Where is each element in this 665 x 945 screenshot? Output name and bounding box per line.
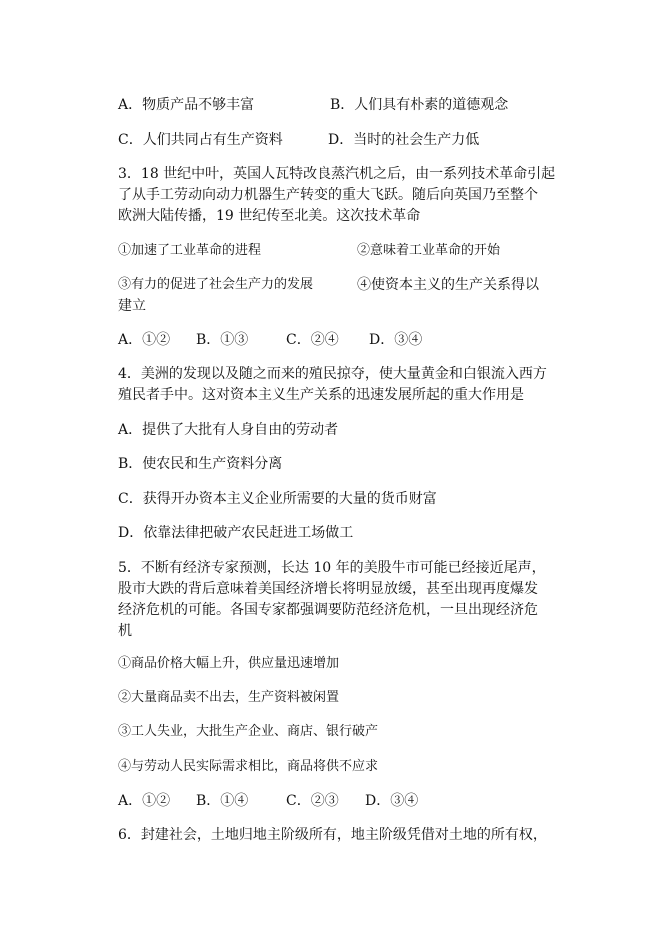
q5-stem-line-1: 5．不断有经济专家预测，长达 10 年的美股牛市可能已经接近尾声， [118,560,546,576]
q5-choice-c: C．②③ [286,793,339,809]
q4-option-b: B．使农民和生产资料分离 [118,456,283,472]
q3-choice-b: B．①③ [196,332,249,348]
q5-item-2: ②大量商品卖不出去，生产资料被闲置 [118,690,340,705]
q3-item-4-line-1: ④使资本主义的生产关系得以 [357,277,539,293]
q5-item-3: ③工人失业，大批生产企业、商店、银行破产 [118,724,379,739]
q4-stem-line-2: 殖民者手中。这对资本主义生产关系的迅速发展所起的重大作用是 [118,387,524,403]
q3-item-2: ②意味着工业革命的开始 [357,243,501,258]
q3-stem-line-1: 3．18 世纪中叶，英国人瓦特改良蒸汽机之后，由一系列技术革命引起 [118,166,556,182]
q2-option-a: A．物质产品不够丰富 [118,97,255,113]
q3-choice-c: C．②④ [286,332,339,348]
q5-item-1: ①商品价格大幅上升，供应量迅速增加 [118,656,340,671]
q5-stem-line-3: 经济危机的可能。各国专家都强调要防范经济危机，一旦出现经济危 [118,602,538,618]
q3-choice-a: A．①② [118,332,171,348]
q4-option-c: C．获得开办资本主义企业所需要的大量的货币财富 [118,491,437,507]
q3-item-1: ①加速了工业革命的进程 [118,243,262,258]
q4-option-a: A．提供了大批有人身自由的劳动者 [118,422,339,438]
q3-choice-d: D．③④ [369,332,423,348]
q3-stem-line-3: 欧洲大陆传播，19 世纪传至北美。这次技术革命 [118,208,421,224]
q3-item-3: ③有力的促进了社会生产力的发展 [118,277,314,292]
q3-item-4-line-2: 建立 [118,298,146,314]
q5-choice-a: A．①② [118,793,171,809]
q5-choice-d: D．③④ [365,793,419,809]
q2-option-b: B．人们具有朴素的道德观念 [330,97,509,113]
q2-option-d: D．当时的社会生产力低 [328,132,480,148]
q3-stem-line-2: 了从手工劳动向动力机器生产转变的重大飞跃。随后向英国乃至整个 [118,187,538,203]
q5-choice-b: B．①④ [196,793,249,809]
q5-item-4: ④与劳动人民实际需求相比，商品将供不应求 [118,759,379,774]
q4-stem-line-1: 4．美洲的发现以及随之而来的殖民掠夺，使大量黄金和白银流入西方 [118,366,547,382]
q4-option-d: D．依靠法律把破产农民赶进工场做工 [118,525,354,541]
q2-option-c: C．人们共同占有生产资料 [118,132,283,148]
q5-stem-line-4: 机 [118,623,132,639]
q5-stem-line-2: 股市大跌的背后意味着美国经济增长将明显放缓，甚至出现再度爆发 [118,581,538,597]
q6-stem-line-1: 6．封建社会，土地归地主阶级所有，地主阶级凭借对土地的所有权， [118,827,547,843]
